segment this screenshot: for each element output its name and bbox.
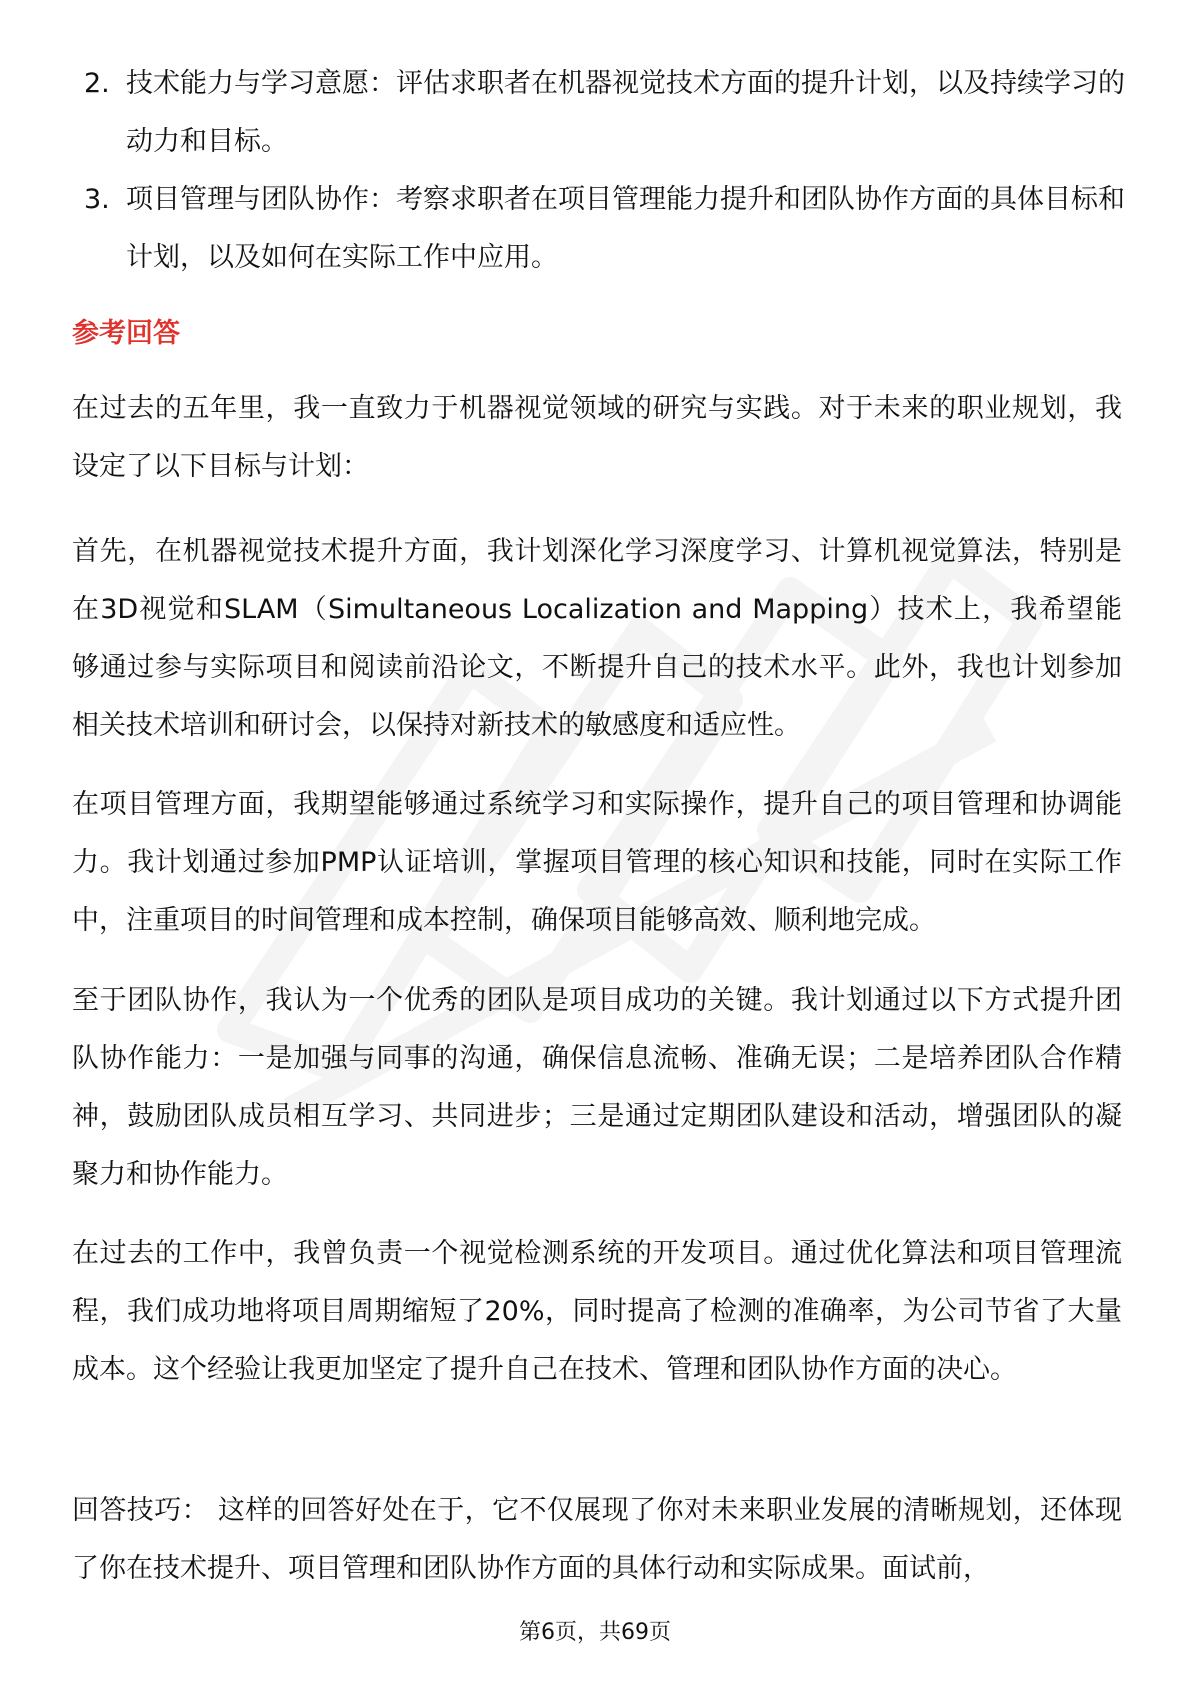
answer-paragraph: 在过去的工作中，我曾负责一个视觉检测系统的开发项目。通过优化算法和项目管理流程，我们成功地将项目周期缩短了20%，同时提高了检测的准确率，为公司节省了大量成本。这个经验让我更加坚定了提升自己在技术、管理和团队协作方面的决心。 bbox=[72, 1238, 1122, 1385]
list-number: 2. bbox=[84, 68, 110, 99]
answer-paragraph: 首先，在机器视觉技术提升方面，我计划深化学习深度学习、计算机视觉算法，特别是在3D视觉和SLAM（Simultaneous Localization and Mapping）技术上，我希望能够通过参与实际项目和阅读前沿论文，不断提升自己的技术水平。此外，我也计划参加相关技术培训和研讨会，以保持对新技术的敏感度和适应性。 bbox=[72, 536, 1122, 741]
criteria-list bbox=[70, 55, 1130, 287]
reference-answer-heading: 参考回答 bbox=[72, 318, 180, 349]
answer-paragraph: 在项目管理方面，我期望能够通过系统学习和实际操作，提升自己的项目管理和协调能力。我计划通过参加PMP认证培训，掌握项目管理的核心知识和技能，同时在实际工作中，注重项目的时间管理和成本控制，确保项目能够高效、顺利地完成。 bbox=[72, 789, 1122, 936]
list-item-text: 技术能力与学习意愿：评估求职者在机器视觉技术方面的提升计划，以及持续学习的动力和目标。 bbox=[126, 68, 1125, 157]
list-item bbox=[70, 171, 1130, 287]
list-number: 3. bbox=[84, 184, 110, 215]
answer-tip bbox=[72, 1482, 1122, 1598]
answer-paragraph: 在过去的五年里，我一直致力于机器视觉领域的研究与实践。对于未来的职业规划，我设定了以下目标与计划： bbox=[72, 393, 1122, 482]
page-number-footer: 第6页，共69页 bbox=[519, 1620, 671, 1645]
tip-text: 这样的回答好处在于，它不仅展现了你对未来职业发展的清晰规划，还体现了你在技术提升、项目管理和团队协作方面的具体行动和实际成果。面试前， bbox=[72, 1495, 1122, 1584]
answer-paragraph: 至于团队协作，我认为一个优秀的团队是项目成功的关键。我计划通过以下方式提升团队协作能力：一是加强与同事的沟通，确保信息流畅、准确无误；二是培养团队合作精神，鼓励团队成员相互学习、共同进步；三是通过定期团队建设和活动，增强团队的凝聚力和协作能力。 bbox=[72, 985, 1122, 1190]
list-item bbox=[70, 55, 1130, 171]
list-item-text: 项目管理与团队协作：考察求职者在项目管理能力提升和团队协作方面的具体目标和计划，以及如何在实际工作中应用。 bbox=[126, 184, 1125, 273]
tip-label: 回答技巧： bbox=[72, 1495, 210, 1526]
